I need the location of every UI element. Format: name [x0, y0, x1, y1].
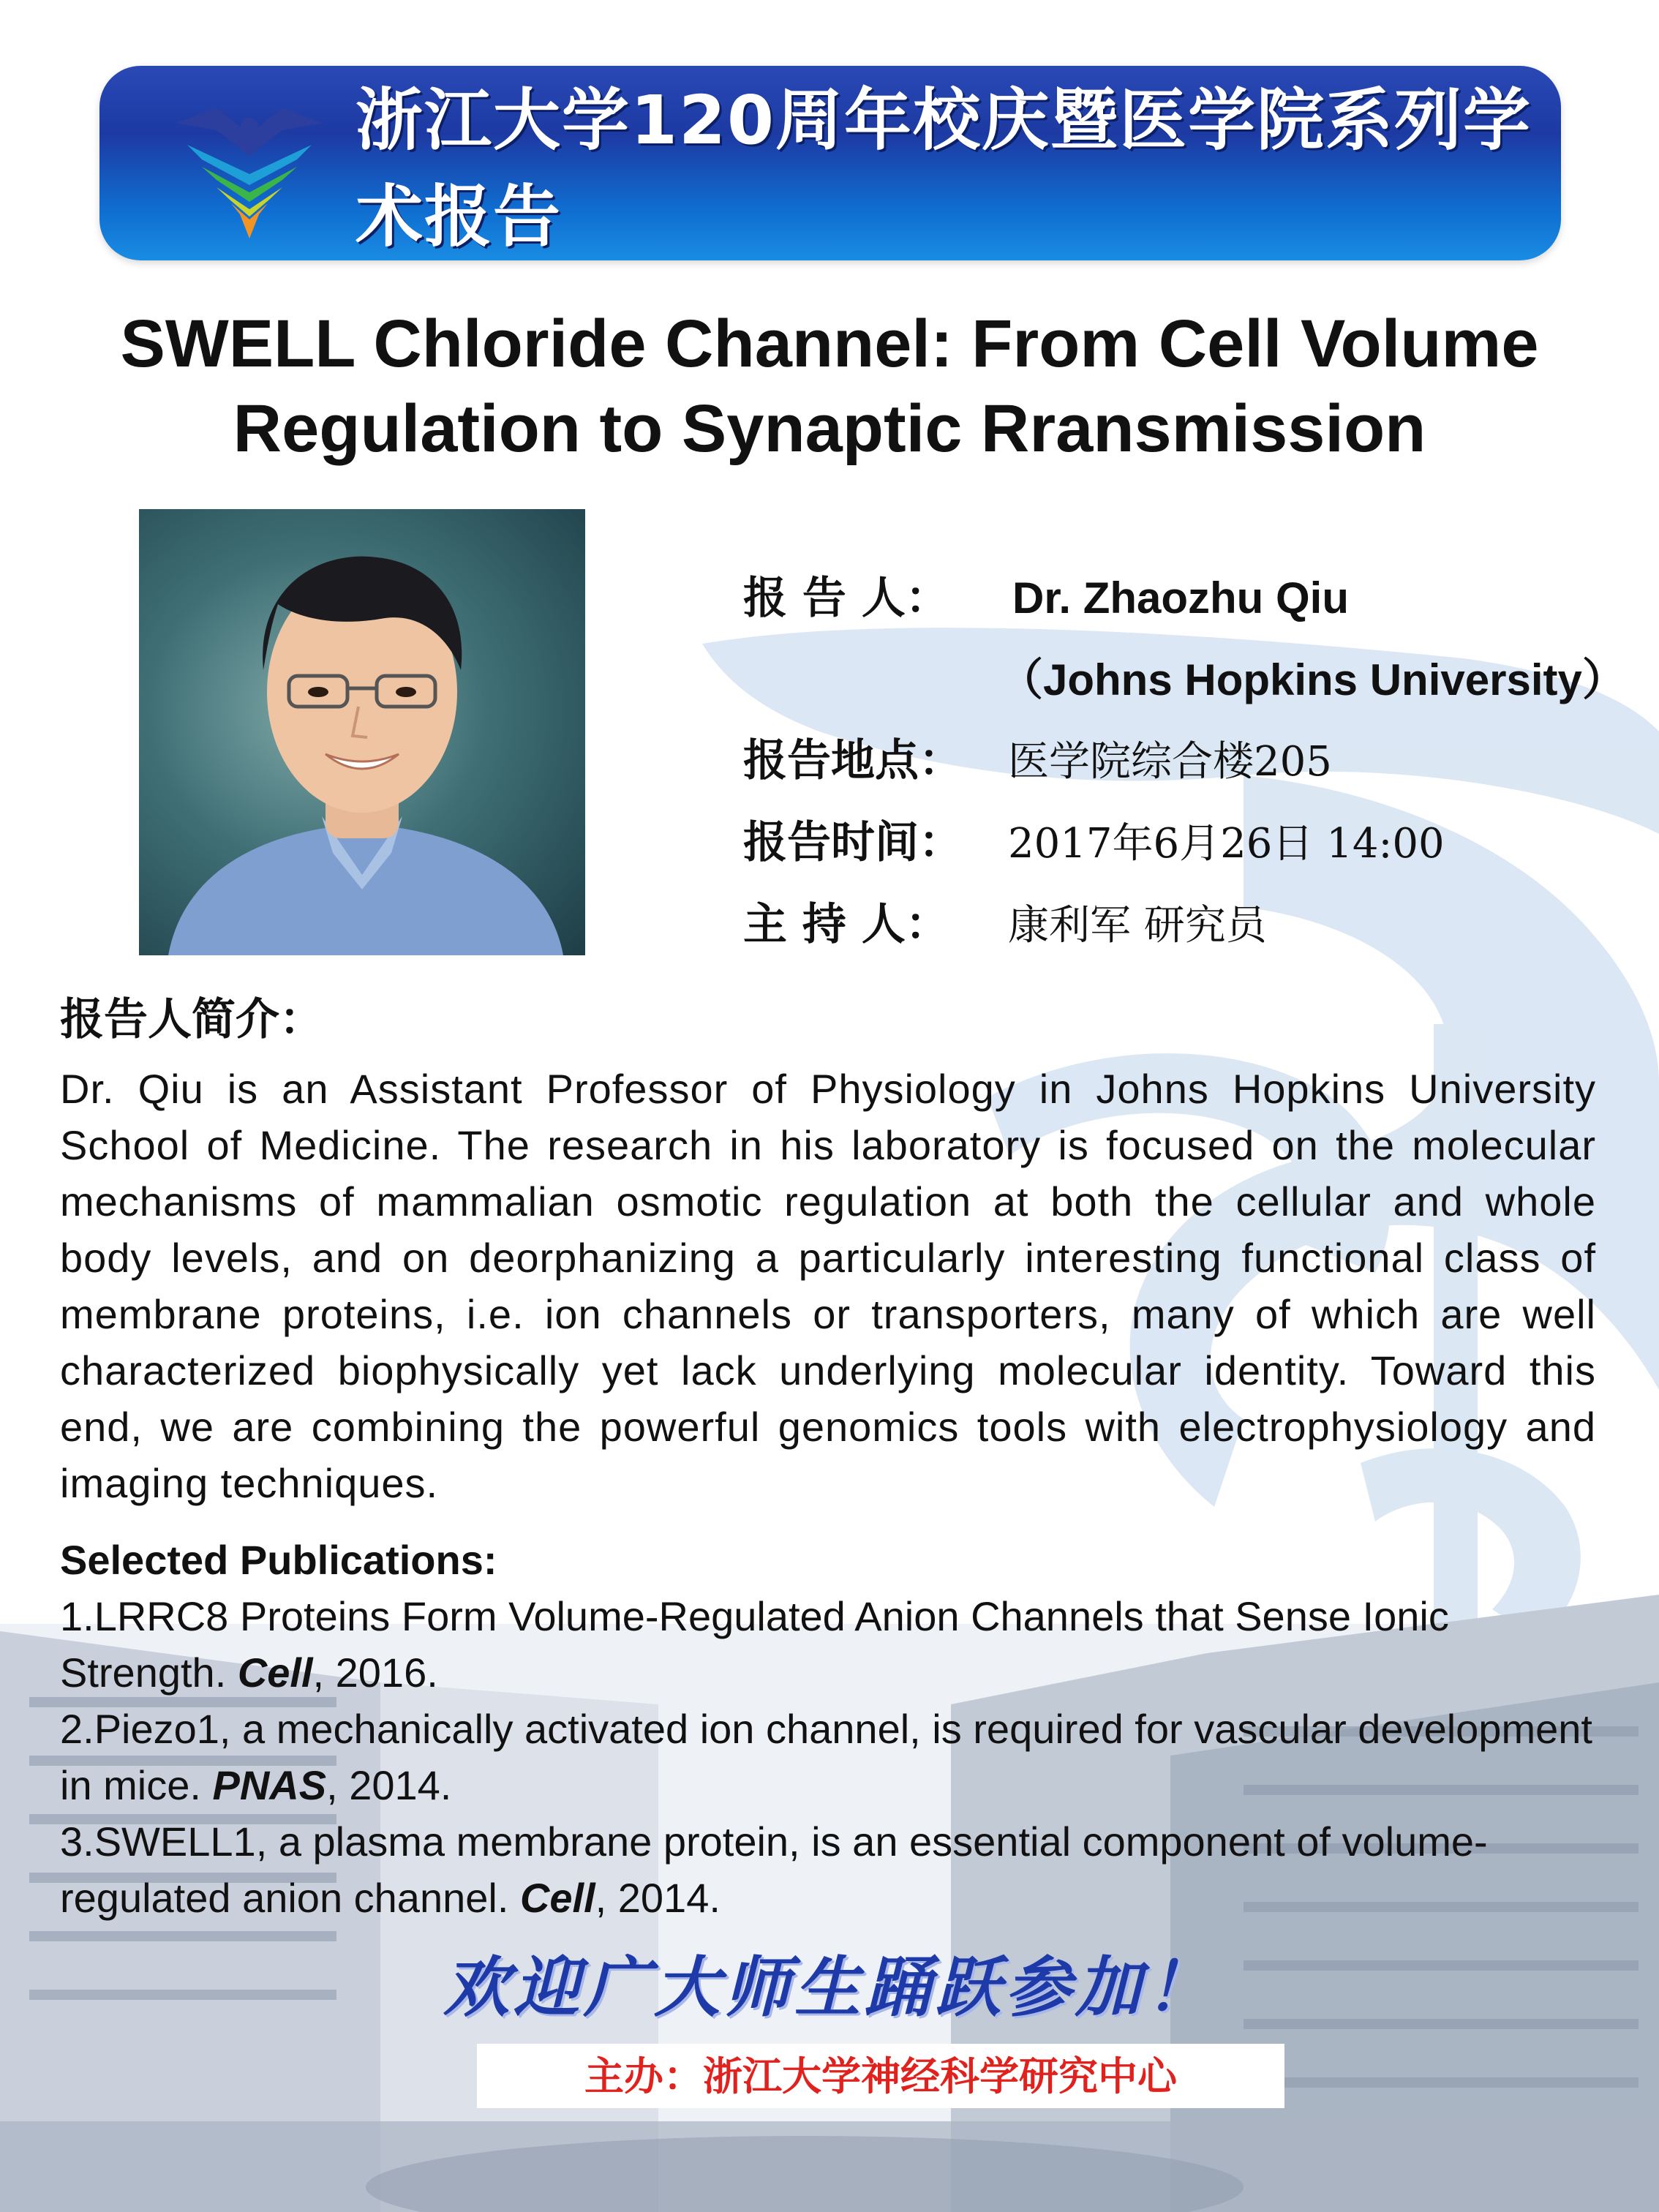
zju-eagle-logo-icon [173, 94, 326, 240]
talk-title-line-1: SWELL Chloride Channel: From Cell Volume [120, 306, 1539, 381]
location-value: 医学院综合楼205 [1008, 738, 1332, 786]
host-row [743, 889, 1267, 952]
publication-text: 3.SWELL1, a plasma membrane protein, is an essential component of volume-regulated anion channel. [60, 1818, 1488, 1921]
talk-title [0, 301, 1659, 471]
location-row [743, 726, 1332, 789]
speaker-row [743, 563, 1349, 626]
host-label: 主 持 人： [743, 899, 949, 950]
publication-item [60, 1813, 1625, 1926]
publication-journal: Cell [519, 1875, 595, 1921]
affiliation-row [999, 645, 1626, 708]
bio-heading: 报告人简介： [60, 994, 323, 1045]
publication-year: , 2016. [312, 1649, 438, 1696]
time-value: 2017年6月26日 14:00 [1008, 820, 1445, 868]
welcome-slogan: 欢迎广大师生踊跃参加！ [443, 1949, 1216, 2026]
publication-journal: Cell [237, 1649, 313, 1696]
header-banner [99, 66, 1561, 260]
publications [60, 1532, 1625, 1926]
speaker-photo [139, 509, 585, 955]
time-label: 报告时间： [743, 817, 963, 868]
publication-text: 1.LRRC8 Proteins Form Volume-Regulated Anion Channels that Sense Ionic Strength. [60, 1593, 1449, 1696]
speaker-name: Dr. Zhaozhu Qiu [1012, 573, 1349, 622]
publication-text: 2.Piezo1, a mechanically activated ion channel, is required for vascular development in mice. [60, 1706, 1592, 1808]
location-label: 报告地点： [743, 735, 963, 786]
banner-title: 浙江大学120周年校庆暨医学院系列学术报告 [356, 81, 1532, 256]
publication-year: , 2014. [326, 1762, 452, 1808]
talk-title-line-2: Regulation to Synaptic Rransmission [233, 391, 1426, 466]
speaker-affiliation: （Johns Hopkins University） [999, 655, 1626, 704]
host-value: 康利军 研究员 [1008, 902, 1267, 949]
speaker-label: 报 告 人： [743, 573, 949, 624]
time-row [743, 808, 1445, 870]
publication-year: , 2014. [595, 1875, 721, 1921]
organizer-label: 主办：浙江大学神经科学研究中心 [477, 2044, 1284, 2108]
publication-item [60, 1588, 1625, 1701]
speaker-portrait-illustration [139, 509, 585, 955]
publications-heading: Selected Publications: [60, 1537, 497, 1583]
publication-item [60, 1701, 1625, 1813]
bio-text: Dr. Qiu is an Assistant Professor of Physiology in Johns Hopkins University School of Medicine. The research in his laboratory is focused on the molecular mechanisms of mammalian osmotic regulation at both the cellular and whole body levels, and on deorphanizing a particularly interesting functional class of membrane proteins, i.e. ion channels or transporters, many of which are well characterized biophysically yet lack underlying molecular identity. Toward this end, we are combining the powerful genomics tools with electrophysiology and imaging techniques. [60, 1066, 1596, 1506]
publication-journal: PNAS [212, 1762, 327, 1808]
